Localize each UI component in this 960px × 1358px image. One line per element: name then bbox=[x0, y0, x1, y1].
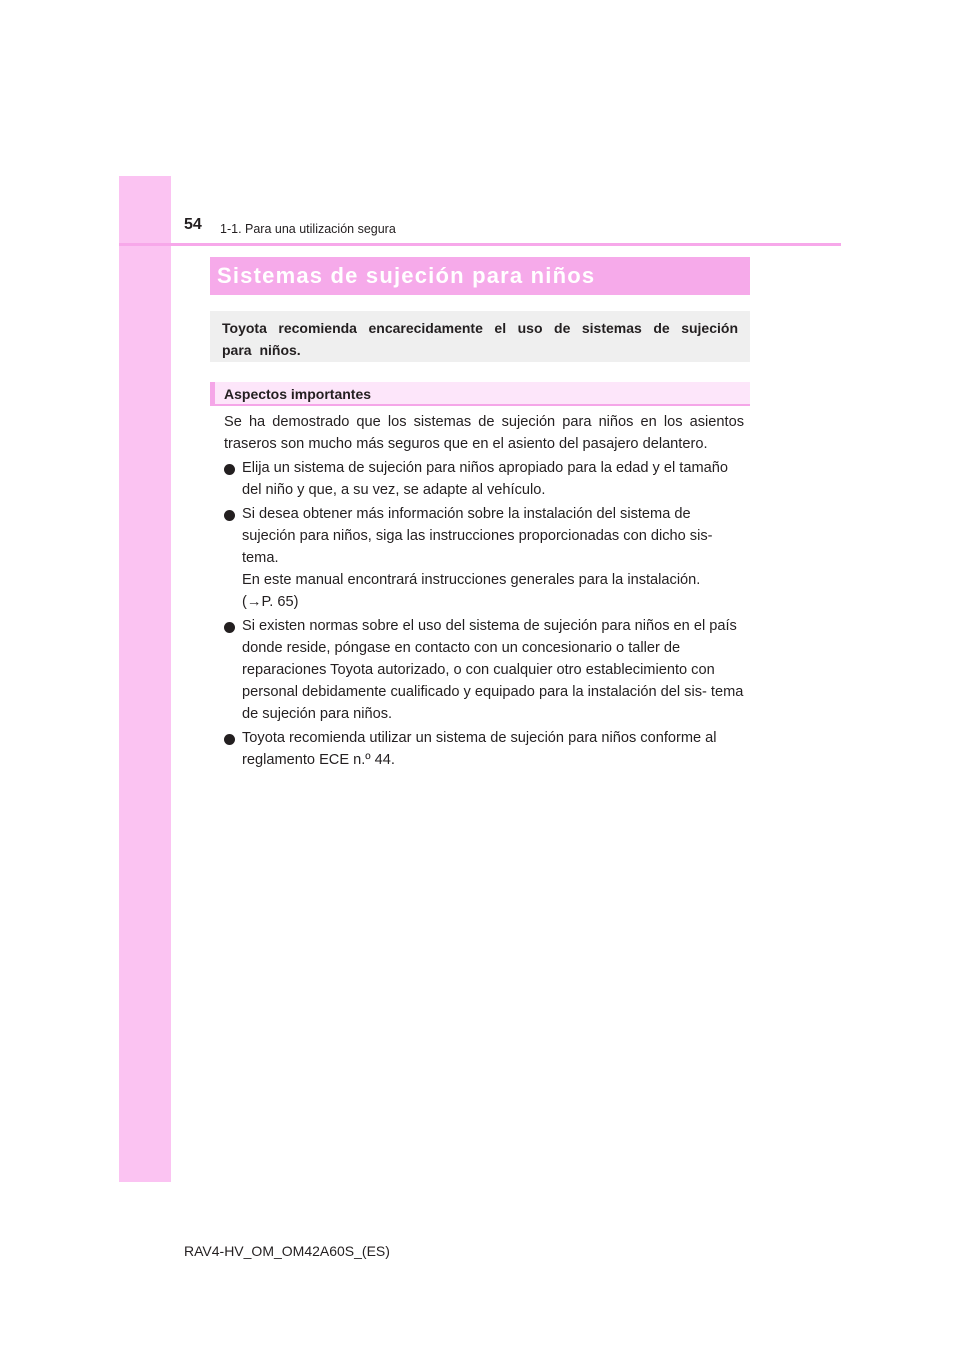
bullet-icon bbox=[224, 510, 235, 521]
intro-box bbox=[210, 311, 750, 362]
bullet-text: Toyota recomienda utilizar un sistema de sujeción para niños conforme al reglamento ECE n.º 44. bbox=[242, 730, 717, 768]
bullet-icon bbox=[224, 464, 235, 475]
list-item bbox=[224, 457, 744, 501]
intro-text: Toyota recomienda encarecidamente el uso de sistemas de sujeción para niños. bbox=[222, 320, 738, 358]
title-banner bbox=[210, 257, 750, 295]
subheading bbox=[210, 382, 750, 406]
subheading-text: Aspectos importantes bbox=[224, 386, 372, 402]
bullet-text: Si desea obtener más información sobre la instalación del sistema de sujeción para niños, siga las instrucciones proporcionadas con dicho sis- tema. bbox=[242, 506, 713, 566]
bullet-icon bbox=[224, 734, 235, 745]
list-item bbox=[224, 727, 744, 771]
subheading-accent-bar bbox=[210, 382, 215, 404]
bullet-icon bbox=[224, 622, 235, 633]
header-divider bbox=[119, 243, 841, 246]
bullet-list bbox=[224, 457, 744, 771]
list-item bbox=[224, 503, 744, 613]
side-color-band bbox=[119, 176, 171, 1182]
section-label: 1-1. Para una utilización segura bbox=[220, 222, 396, 236]
page-number: 54 bbox=[184, 216, 202, 233]
bullet-text: Elija un sistema de sujeción para niños apropiado para la edad y el tamaño del niño y que, a su vez, se adapte al vehículo. bbox=[242, 460, 728, 498]
bullet-text: Si existen normas sobre el uso del sistema de sujeción para niños en el país donde reside, póngase en contacto con un concesionario o taller de reparaciones Toyota autorizado, o con cualquier otro establecimiento con personal debidamente cualificado y equipado para la instalación del sis- tema de sujeción para niños. bbox=[242, 618, 744, 722]
page-title: Sistemas de sujeción para niños bbox=[217, 263, 596, 288]
list-item bbox=[224, 615, 744, 725]
manual-code: RAV4-HV_OM_OM42A60S_(ES) bbox=[184, 1243, 390, 1259]
body-paragraph: Se ha demostrado que los sistemas de sujeción para niños en los asientos traseros son mucho más seguros que en el asiento del pasajero delantero. bbox=[224, 414, 744, 452]
page-reference[interactable]: (→P. 65) bbox=[242, 594, 299, 610]
bullet-text: En este manual encontrará instrucciones generales para la instalación. bbox=[242, 572, 701, 588]
body-content bbox=[224, 411, 744, 773]
